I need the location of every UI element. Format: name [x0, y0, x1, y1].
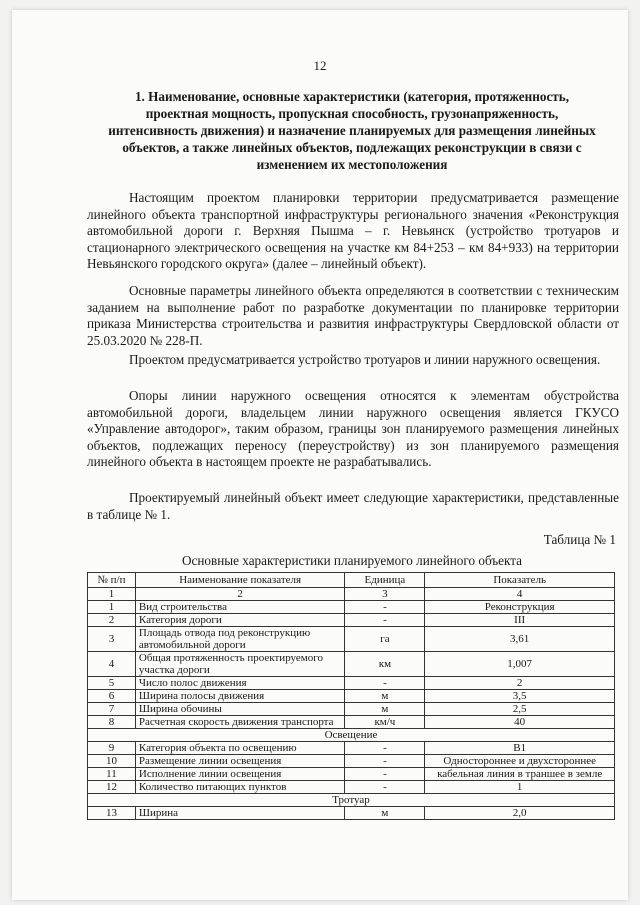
row-number: 9 — [88, 742, 136, 755]
row-value: III — [425, 614, 615, 627]
table-row — [88, 601, 615, 614]
row-name: Категория объекта по освещению — [135, 742, 345, 755]
table-body — [88, 601, 615, 820]
row-number: 2 — [88, 614, 136, 627]
table-row — [88, 742, 615, 755]
page-number: 12 — [313, 58, 327, 73]
row-unit: - — [345, 677, 425, 690]
row-number: 5 — [88, 677, 136, 690]
row-name: Общая протяженность проектируемого участка дороги — [135, 652, 345, 677]
column-number: 3 — [345, 588, 425, 601]
row-number: 1 — [88, 601, 136, 614]
table-label: Таблица № 1 — [543, 532, 616, 547]
table-row — [88, 627, 615, 652]
column-number: 4 — [425, 588, 615, 601]
header-cell: Наименование показателя — [135, 573, 345, 588]
section-title: Тротуар — [88, 794, 615, 807]
row-value: 2,0 — [425, 807, 615, 820]
row-name: Категория дороги — [135, 614, 345, 627]
column-number: 2 — [135, 588, 345, 601]
row-name: Число полос движения — [135, 677, 345, 690]
table-header-row — [88, 573, 615, 588]
row-number: 13 — [88, 807, 136, 820]
row-value: 3,5 — [425, 690, 615, 703]
row-number: 7 — [88, 703, 136, 716]
row-unit: м — [345, 690, 425, 703]
row-value: 1 — [425, 781, 615, 794]
row-number: 4 — [88, 652, 136, 677]
row-unit: км — [345, 652, 425, 677]
row-number: 8 — [88, 716, 136, 729]
section-title: Освещение — [88, 729, 615, 742]
row-name: Размещение линии освещения — [135, 755, 345, 768]
section-heading: 1. Наименование, основные характеристики (категория, протяженность, проектная мощность, пропускная способность, грузонапряженность, интенсивность движения) и назначение планируемых для размещения линейных объектов, а также линейных объектов, подлежащих реконструкции в связи с изменением их местоположения — [108, 89, 596, 172]
table-row — [88, 690, 615, 703]
row-unit: га — [345, 627, 425, 652]
table-row — [88, 703, 615, 716]
column-number-row — [88, 588, 615, 601]
row-number: 6 — [88, 690, 136, 703]
row-number: 11 — [88, 768, 136, 781]
table-section-row — [88, 794, 615, 807]
row-number: 10 — [88, 755, 136, 768]
column-number: 1 — [88, 588, 136, 601]
characteristics-table — [87, 572, 615, 820]
row-value: кабельная линия в траншее в земле — [425, 768, 615, 781]
row-unit: - — [345, 742, 425, 755]
table-row — [88, 807, 615, 820]
table-row — [88, 781, 615, 794]
row-name: Ширина полосы движения — [135, 690, 345, 703]
row-name: Исполнение линии освещения — [135, 768, 345, 781]
row-unit: км/ч — [345, 716, 425, 729]
row-number: 3 — [88, 627, 136, 652]
table-section-row — [88, 729, 615, 742]
paragraph-3: Проектом предусматривается устройство тротуаров и линии наружного освещения. — [129, 352, 601, 367]
paragraph-2: Основные параметры линейного объекта определяются в соответствии с техническим заданием на выполнение работ по разработке документации по планировке территории приказа Министерства строительства и развития инфраструктуры Свердловской области от 25.03.2020 № 228-П. — [87, 283, 619, 348]
table-row — [88, 652, 615, 677]
row-unit: - — [345, 768, 425, 781]
row-name: Расчетная скорость движения транспорта — [135, 716, 345, 729]
row-unit: - — [345, 781, 425, 794]
row-unit: м — [345, 703, 425, 716]
row-value: 3,61 — [425, 627, 615, 652]
row-value: Одностороннее и двухстороннее — [425, 755, 615, 768]
row-number: 12 — [88, 781, 136, 794]
paragraph-5: Проектируемый линейный объект имеет следующие характеристики, представленные в таблице № 1. — [87, 490, 619, 522]
header-cell: Показатель — [425, 573, 615, 588]
table-row — [88, 614, 615, 627]
row-value: 40 — [425, 716, 615, 729]
table-row — [88, 716, 615, 729]
row-name: Площадь отвода под реконструкцию автомобильной дороги — [135, 627, 345, 652]
table-row — [88, 768, 615, 781]
row-value: 2 — [425, 677, 615, 690]
row-value: Реконструкция — [425, 601, 615, 614]
paragraph-1: Настоящим проектом планировки территории предусматривается размещение линейного объекта транспортной инфраструктуры регионального значения «Реконструкция автомобильной дороги г. Верхняя Пышма – г. Невьянск (устройство тротуаров и стационарного электрического освещения на участке км 84+253 – км 84+933) на территории Невьянского городского округа» (далее – линейный объект). — [87, 190, 619, 271]
header-cell: Единица — [345, 573, 425, 588]
row-unit: - — [345, 755, 425, 768]
paragraph-4: Опоры линии наружного освещения относятся к элементам обустройства автомобильной дороги, владельцем линии наружного освещения является ГКУСО «Управление автодорог», таким образом, границы зон планируемого размещения линейных объектов, подлежащих переносу (переустройству) из зон планируемого размещения линейного объекта в настоящем проекте не разрабатывались. — [87, 388, 619, 469]
row-value: 1,007 — [425, 652, 615, 677]
header-cell: № п/п — [88, 573, 136, 588]
row-value: 2,5 — [425, 703, 615, 716]
row-unit: - — [345, 614, 425, 627]
table-title: Основные характеристики планируемого линейного объекта — [181, 553, 523, 568]
document-page — [12, 10, 628, 900]
table-row — [88, 677, 615, 690]
row-name: Ширина — [135, 807, 345, 820]
row-name: Вид строительства — [135, 601, 345, 614]
row-value: В1 — [425, 742, 615, 755]
row-unit: м — [345, 807, 425, 820]
row-name: Ширина обочины — [135, 703, 345, 716]
row-unit: - — [345, 601, 425, 614]
row-name: Количество питающих пунктов — [135, 781, 345, 794]
table-row — [88, 755, 615, 768]
